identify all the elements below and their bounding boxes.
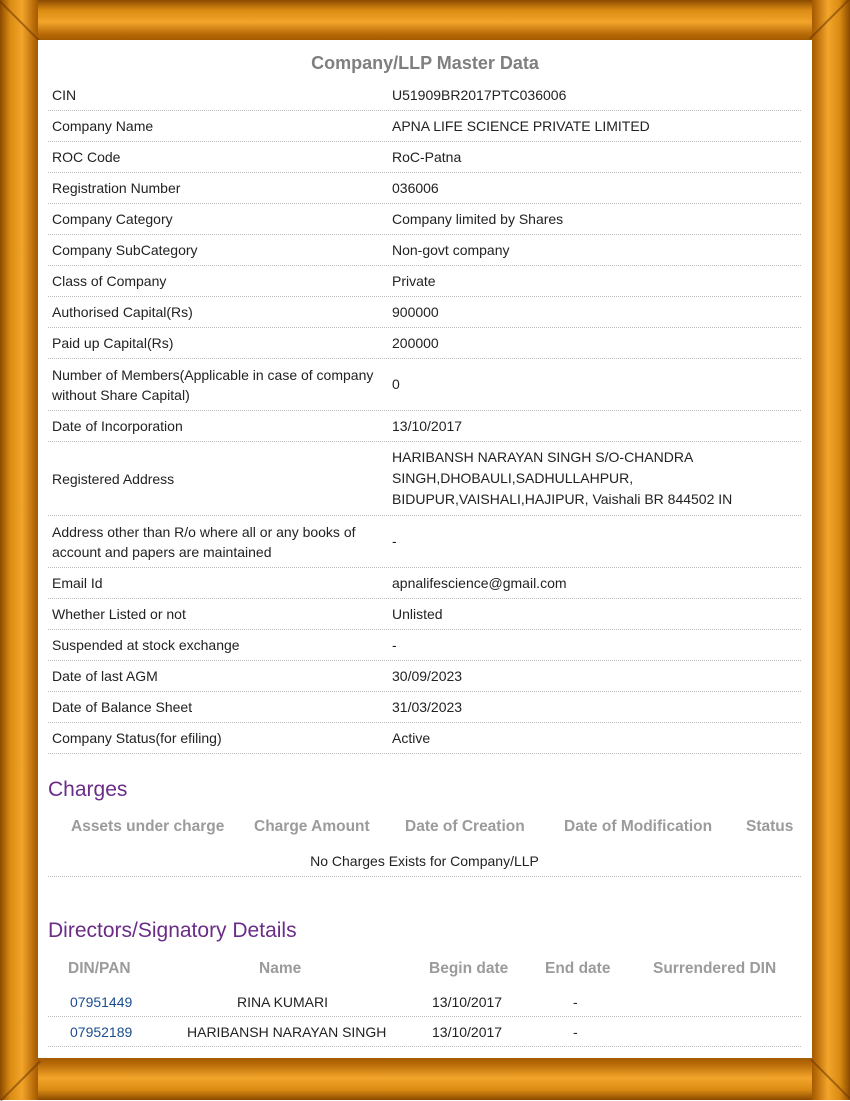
director-name: HARIBANSH NARAYAN SINGH bbox=[187, 1024, 387, 1040]
table-row-company-status bbox=[48, 723, 801, 754]
row-label: Suspended at stock exchange bbox=[52, 637, 240, 653]
row-value: 900000 bbox=[380, 297, 801, 327]
din-link[interactable]: 07952189 bbox=[70, 1024, 133, 1040]
row-value: 31/03/2023 bbox=[380, 692, 801, 722]
master-data-table bbox=[48, 80, 801, 754]
row-label: Class of Company bbox=[52, 273, 167, 289]
table-row bbox=[48, 1018, 801, 1047]
row-value: Active bbox=[380, 723, 801, 753]
column-header: Assets under charge bbox=[71, 818, 225, 835]
row-value: 0 bbox=[380, 359, 801, 410]
table-row-last-agm bbox=[48, 661, 801, 692]
table-row-email-id bbox=[48, 568, 801, 599]
directors-heading: Directors/Signatory Details bbox=[48, 919, 297, 942]
row-value: Company limited by Shares bbox=[380, 204, 801, 234]
row-label: CIN bbox=[52, 87, 77, 103]
table-row-cin bbox=[48, 80, 801, 111]
row-label: Paid up Capital(Rs) bbox=[52, 335, 174, 351]
table-row-class-of-company bbox=[48, 266, 801, 297]
column-header: Begin date bbox=[429, 960, 509, 977]
row-value: RoC-Patna bbox=[380, 142, 801, 172]
row-value: 200000 bbox=[380, 328, 801, 358]
row-label: Address other than R/o where all or any books of account and papers are maintained bbox=[52, 523, 356, 560]
column-header: Date of Creation bbox=[405, 818, 525, 835]
table-row-roc-code bbox=[48, 142, 801, 173]
row-label: Date of last AGM bbox=[52, 668, 158, 684]
column-header: Date of Modification bbox=[564, 818, 713, 835]
row-value: 30/09/2023 bbox=[380, 661, 801, 691]
column-header: Name bbox=[259, 960, 302, 977]
table-row-suspended bbox=[48, 630, 801, 661]
table-row-registration-number bbox=[48, 173, 801, 204]
row-value: 13/10/2017 bbox=[380, 411, 801, 441]
row-value: HARIBANSH NARAYAN SINGH S/O-CHANDRA SINGH,DHOBAULI,SADHULLAHPUR, BIDUPUR,VAISHALI,HAJIPUR, Vaishali BR 844502 IN bbox=[380, 442, 801, 515]
row-value: APNA LIFE SCIENCE PRIVATE LIMITED bbox=[380, 111, 801, 141]
row-value: apnalifescience@gmail.com bbox=[380, 568, 801, 598]
page-title: Company/LLP Master Data bbox=[311, 53, 539, 73]
charges-empty-message: No Charges Exists for Company/LLP bbox=[48, 848, 801, 877]
table-row-authorised-capital bbox=[48, 297, 801, 328]
end-date: - bbox=[573, 994, 578, 1010]
row-value: 036006 bbox=[380, 173, 801, 203]
table-row-other-address bbox=[48, 516, 801, 568]
row-label: Whether Listed or not bbox=[52, 606, 186, 622]
begin-date: 13/10/2017 bbox=[432, 1024, 503, 1040]
row-label: Company SubCategory bbox=[52, 242, 198, 258]
table-row-date-of-incorporation bbox=[48, 411, 801, 442]
row-label: Registered Address bbox=[52, 470, 175, 487]
table-row-balance-sheet bbox=[48, 692, 801, 723]
row-value: - bbox=[380, 630, 801, 660]
column-header: Surrendered DIN bbox=[653, 960, 777, 977]
table-row-registered-address bbox=[48, 442, 801, 516]
row-label: Number of Members(Applicable in case of company without Share Capital) bbox=[52, 366, 374, 403]
row-value: Unlisted bbox=[380, 599, 801, 629]
row-label: ROC Code bbox=[52, 149, 121, 165]
table-row-paid-up-capital bbox=[48, 328, 801, 359]
charges-table-header bbox=[48, 816, 801, 840]
din-link[interactable]: 07951449 bbox=[70, 994, 133, 1010]
row-value: Private bbox=[380, 266, 801, 296]
row-value: - bbox=[380, 516, 801, 567]
row-value: Non-govt company bbox=[380, 235, 801, 265]
row-label: Registration Number bbox=[52, 180, 181, 196]
row-label: Authorised Capital(Rs) bbox=[52, 304, 193, 320]
begin-date: 13/10/2017 bbox=[432, 994, 503, 1010]
table-row bbox=[48, 988, 801, 1017]
table-row-company-subcategory bbox=[48, 235, 801, 266]
column-header: DIN/PAN bbox=[68, 960, 131, 977]
column-header: Charge Amount bbox=[254, 818, 370, 835]
end-date: - bbox=[573, 1024, 578, 1040]
row-label: Date of Balance Sheet bbox=[52, 699, 193, 715]
row-label: Email Id bbox=[52, 575, 103, 591]
row-label: Company Status(for efiling) bbox=[52, 730, 222, 746]
charges-heading: Charges bbox=[48, 778, 128, 801]
director-name: RINA KUMARI bbox=[237, 994, 329, 1010]
row-label: Date of Incorporation bbox=[52, 418, 183, 434]
row-value: U51909BR2017PTC036006 bbox=[380, 80, 801, 110]
table-row-number-of-members bbox=[48, 359, 801, 411]
row-label: Company Category bbox=[52, 211, 173, 227]
document-page bbox=[38, 40, 812, 1058]
table-row-company-category bbox=[48, 204, 801, 235]
table-row-company-name bbox=[48, 111, 801, 142]
column-header: Status bbox=[746, 818, 794, 835]
column-header: End date bbox=[545, 960, 611, 977]
row-label: Company Name bbox=[52, 118, 154, 134]
table-row-listed-status bbox=[48, 599, 801, 630]
directors-table-header bbox=[48, 958, 801, 980]
